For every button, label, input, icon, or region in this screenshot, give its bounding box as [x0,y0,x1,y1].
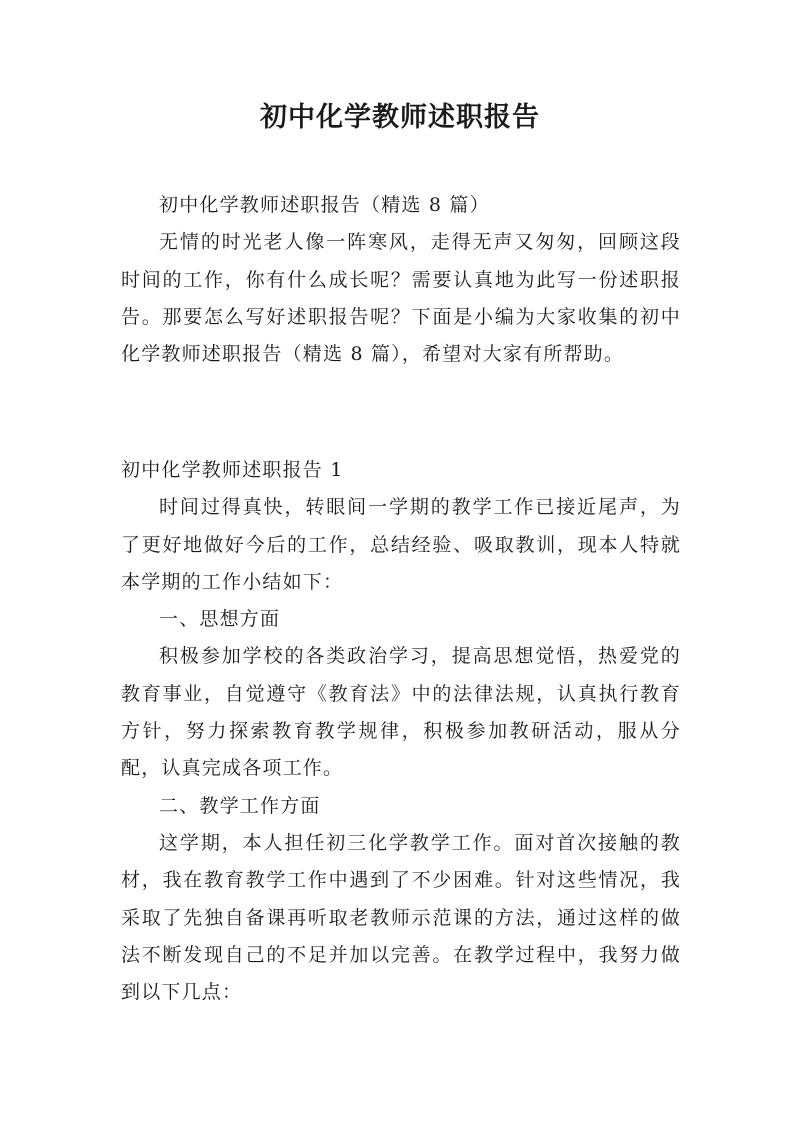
section-heading: 初中化学教师述职报告 1 [121,459,344,481]
subheading-teaching: 二、教学工作方面 [159,794,321,817]
document-title: 初中化学教师述职报告 [260,102,540,133]
intro-paragraph: 无情的时光老人像一阵寒风，走得无声又匆匆，回顾这段时间的工作，你有什么成长呢？需要认真地为此写一份述职报告。那要怎么写好述职报告呢？下面是小编为大家收集的初中化学教师述职报告（精选 8 篇），希望对大家有所帮助。 [121,231,681,366]
body-paragraph: 这学期，本人担任初三化学教学工作。面对首次接触的教材，我在教育教学工作中遇到了不少困难。针对这些情况，我采取了先独自备课再听取老教师示范课的方法，通过这样的做法不断发现自己的不足并加以完善。在教学过程中，我努力做到以下几点： [121,831,681,1004]
document-subtitle: 初中化学教师述职报告（精选 8 篇） [159,194,490,216]
body-paragraph: 时间过得真快，转眼间一学期的教学工作已接近尾声，为了更好地做好今后的工作，总结经验、吸取教训，现本人特就本学期的工作小结如下： [121,496,681,593]
subheading-thought: 一、思想方面 [159,608,281,631]
body-paragraph: 积极参加学校的各类政治学习，提高思想觉悟，热爱党的教育事业，自觉遵守《教育法》中的法律法规，认真执行教育方针，努力探索教育教学规律，积极参加教研活动，服从分配，认真完成各项工作。 [121,645,681,780]
intro-block [121,187,681,373]
report-section [121,452,681,1011]
